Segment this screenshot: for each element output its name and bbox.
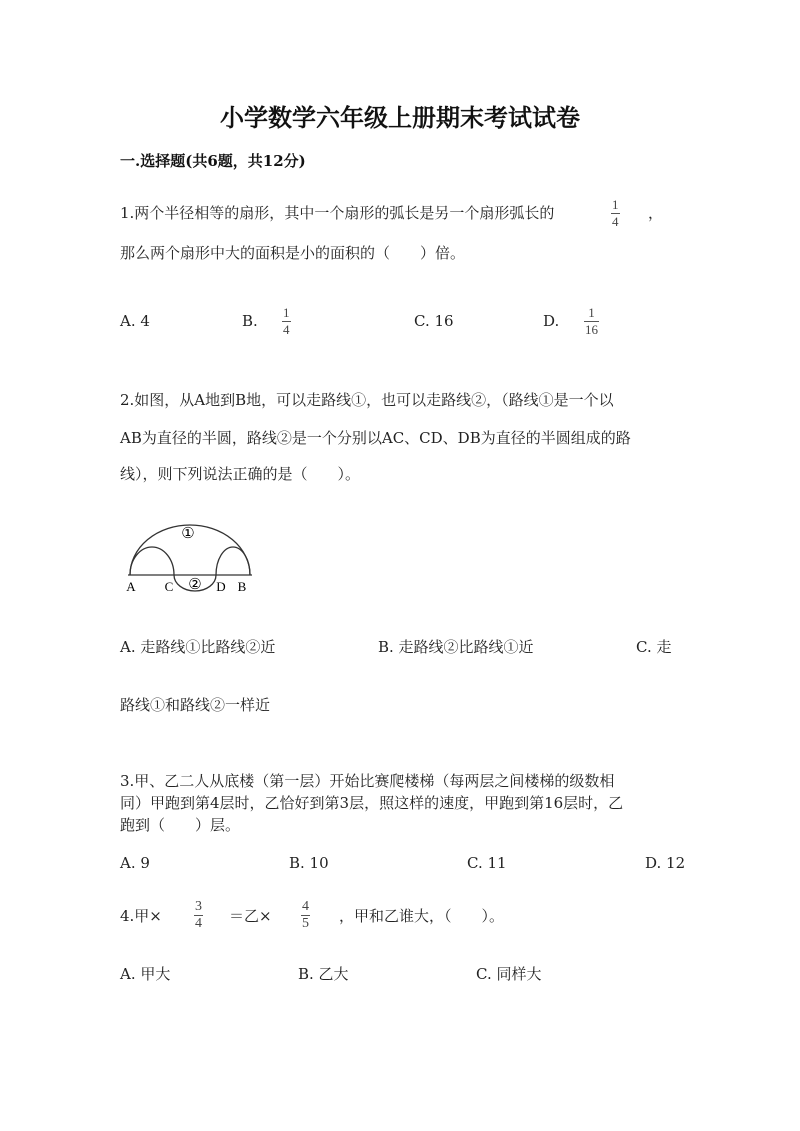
q3-option-b: B. 10 <box>289 854 329 872</box>
q3-option-c: C. 11 <box>467 854 507 872</box>
route2-arc-db <box>216 547 250 575</box>
q2-option-b: B. 走路线②比路线①近 <box>378 638 534 656</box>
route1-label: ① <box>181 526 195 542</box>
q3-option-a: A. 9 <box>120 854 150 872</box>
point-b-label: B <box>237 579 247 594</box>
q1-option-d-num: 1 <box>588 305 595 320</box>
q1-frac-num: 1 <box>612 197 619 212</box>
q1-line2: 那么两个扇形中大的面积是小的面积的（ ）倍。 <box>120 244 466 262</box>
q1-option-d-den: 16 <box>585 322 598 337</box>
q1-option-b-label: B. <box>242 312 258 330</box>
q4-frac2-den: 5 <box>302 916 309 931</box>
q1-option-d-label: D. <box>543 312 560 330</box>
section-header: 一.选择题(共6题，共12分) <box>120 152 306 170</box>
point-d-label: D <box>216 579 226 594</box>
q4-fraction2 <box>301 900 310 931</box>
q3-line1: 3.甲、乙二人从底楼（第一层）开始比赛爬楼梯（每两层之间楼梯的级数相 <box>120 772 615 790</box>
q1-option-a: A. 4 <box>120 312 150 330</box>
q4-option-a: A. 甲大 <box>120 965 171 983</box>
q2-line3: 线），则下列说法正确的是（ ）。 <box>120 465 361 483</box>
q4-frac1-den: 4 <box>195 916 202 931</box>
q2-line1: 2.如图，从A地到B地，可以走路线①，也可以走路线②，（路线①是一个以 <box>120 391 614 409</box>
q4-fraction1 <box>194 900 203 931</box>
q4-part3: ，甲和乙谁大，（ ）。 <box>339 907 505 925</box>
q1-option-b-fraction <box>282 306 291 337</box>
q4-option-b: B. 乙大 <box>298 965 349 983</box>
q1-comma: ， <box>648 204 664 222</box>
q2-line2: AB为直径的半圆，路线②是一个分别以AC、CD、DB为直径的半圆组成的路 <box>120 429 631 447</box>
q1-option-b-num: 1 <box>283 305 290 320</box>
route-figure <box>118 512 263 594</box>
q1-frac-den: 4 <box>612 214 619 229</box>
q4-part1: 4.甲× <box>120 907 162 925</box>
point-a-label: A <box>126 579 136 594</box>
q3-line3: 跑到（ ）层。 <box>120 816 241 834</box>
q1-line1: 1.两个半径相等的扇形，其中一个扇形的弧长是另一个扇形弧长的 <box>120 204 555 222</box>
q1-fraction <box>611 198 620 229</box>
point-c-label: C <box>164 579 174 594</box>
q4-option-c: C. 同样大 <box>476 965 542 983</box>
q3-option-d: D. 12 <box>645 854 686 872</box>
q4-part2: ＝乙× <box>229 907 272 925</box>
route2-label: ② <box>188 577 202 593</box>
q2-option-a: A. 走路线①比路线②近 <box>120 638 276 656</box>
q1-option-c: C. 16 <box>414 312 454 330</box>
q1-option-d-fraction <box>584 306 599 337</box>
q4-frac1-num: 3 <box>195 899 202 914</box>
q1-option-b-den: 4 <box>283 322 290 337</box>
q3-line2: 同）甲跑到第4层时，乙恰好到第3层，照这样的速度，甲跑到第16层时，乙 <box>120 794 624 812</box>
page-title: 小学数学六年级上册期末考试试卷 <box>220 103 580 132</box>
q4-frac2-num: 4 <box>302 899 309 914</box>
q2-option-c-part2: 路线①和路线②一样近 <box>120 696 271 714</box>
q2-option-c-part1: C. 走 <box>636 638 672 656</box>
